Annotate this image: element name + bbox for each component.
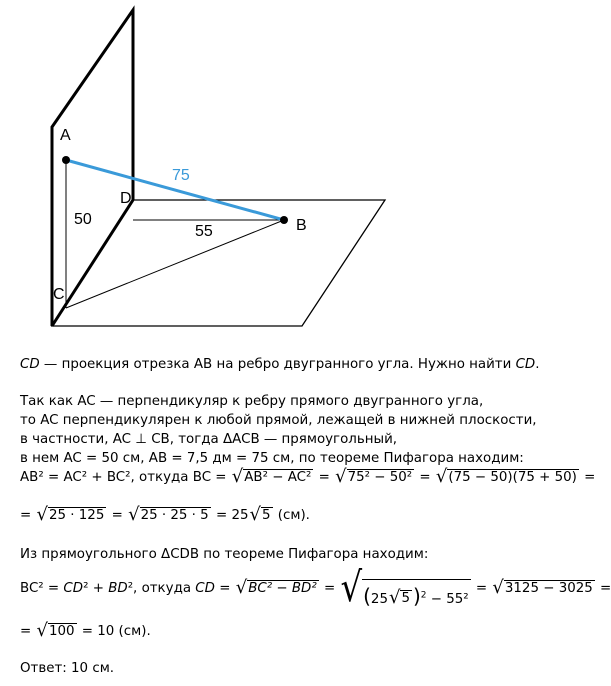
para2: Из прямоугольного ΔCDB по теореме Пифагора находим:	[20, 547, 429, 562]
sqrt-1: √ AB² − AC²	[231, 466, 312, 487]
point-a	[62, 156, 70, 164]
sqrt-10: √ 100	[36, 620, 75, 641]
para1-line4: в нем AC = 50 см, AB = 7,5 дм = 75 см, по теореме Пифагора находим:	[20, 451, 524, 466]
para1-line1: Так как AC — перпендикуляр к ребру прямого двугранного угла,	[20, 394, 484, 409]
label-b: B	[296, 217, 307, 234]
equation-1: AB² = AC² + BC² , откуда BC = √ AB² − AC² = √ 75² − 50² = √ (75 − 50)(75 + 50) =	[20, 466, 596, 487]
sqrt-4: √ 25 · 125	[36, 504, 105, 525]
label-c: C	[53, 286, 65, 303]
sqrt-2: √ 75² − 50²	[335, 466, 413, 487]
para1-line3: в частности, AC ⊥ CB, тогда ΔACB — прямоугольный,	[20, 432, 398, 447]
equation-4: = √ 100 = 10 (см).	[20, 620, 151, 641]
dihedral-edge	[52, 200, 133, 326]
equation-3: BC² = CD ² + BD ², откуда CD = √ BC² − BD² = √ (25 √ 5 )$^2$ − 55² = √ 3125 − 3025 =	[20, 564, 611, 612]
statement-line: CD — проекция отрезка AB на ребро двугранного угла. Нужно найти CD.	[20, 357, 540, 372]
label-ab-length: 75	[172, 167, 190, 184]
label-ac-length: 50	[74, 211, 92, 228]
label-d: D	[120, 190, 132, 207]
point-b	[280, 216, 288, 224]
sqrt-9: √ 3125 − 3025	[492, 577, 593, 598]
equation-2: = √ 25 · 125 = √ 25 · 25 · 5 = 25 √ 5 (см).	[20, 504, 310, 525]
sqrt-6: √ 5	[249, 504, 271, 525]
sqrt-8: √ (25 √ 5 )$^2$ − 55²	[340, 564, 469, 612]
para1-line2: то AC перпендикулярен к любой прямой, лежащей в нижней плоскости,	[20, 413, 537, 428]
dihedral-angle-figure	[0, 0, 600, 345]
horizontal-plane	[52, 200, 385, 326]
sqrt-3: √ (75 − 50)(75 + 50)	[435, 466, 577, 487]
label-db-length: 55	[195, 223, 213, 240]
answer-line: Ответ: 10 см.	[20, 661, 115, 676]
sqrt-7: √ BC² − BD²	[235, 577, 317, 598]
segment-cb	[66, 220, 284, 308]
label-a: A	[60, 127, 71, 144]
sqrt-5: √ 25 · 25 · 5	[128, 504, 209, 525]
